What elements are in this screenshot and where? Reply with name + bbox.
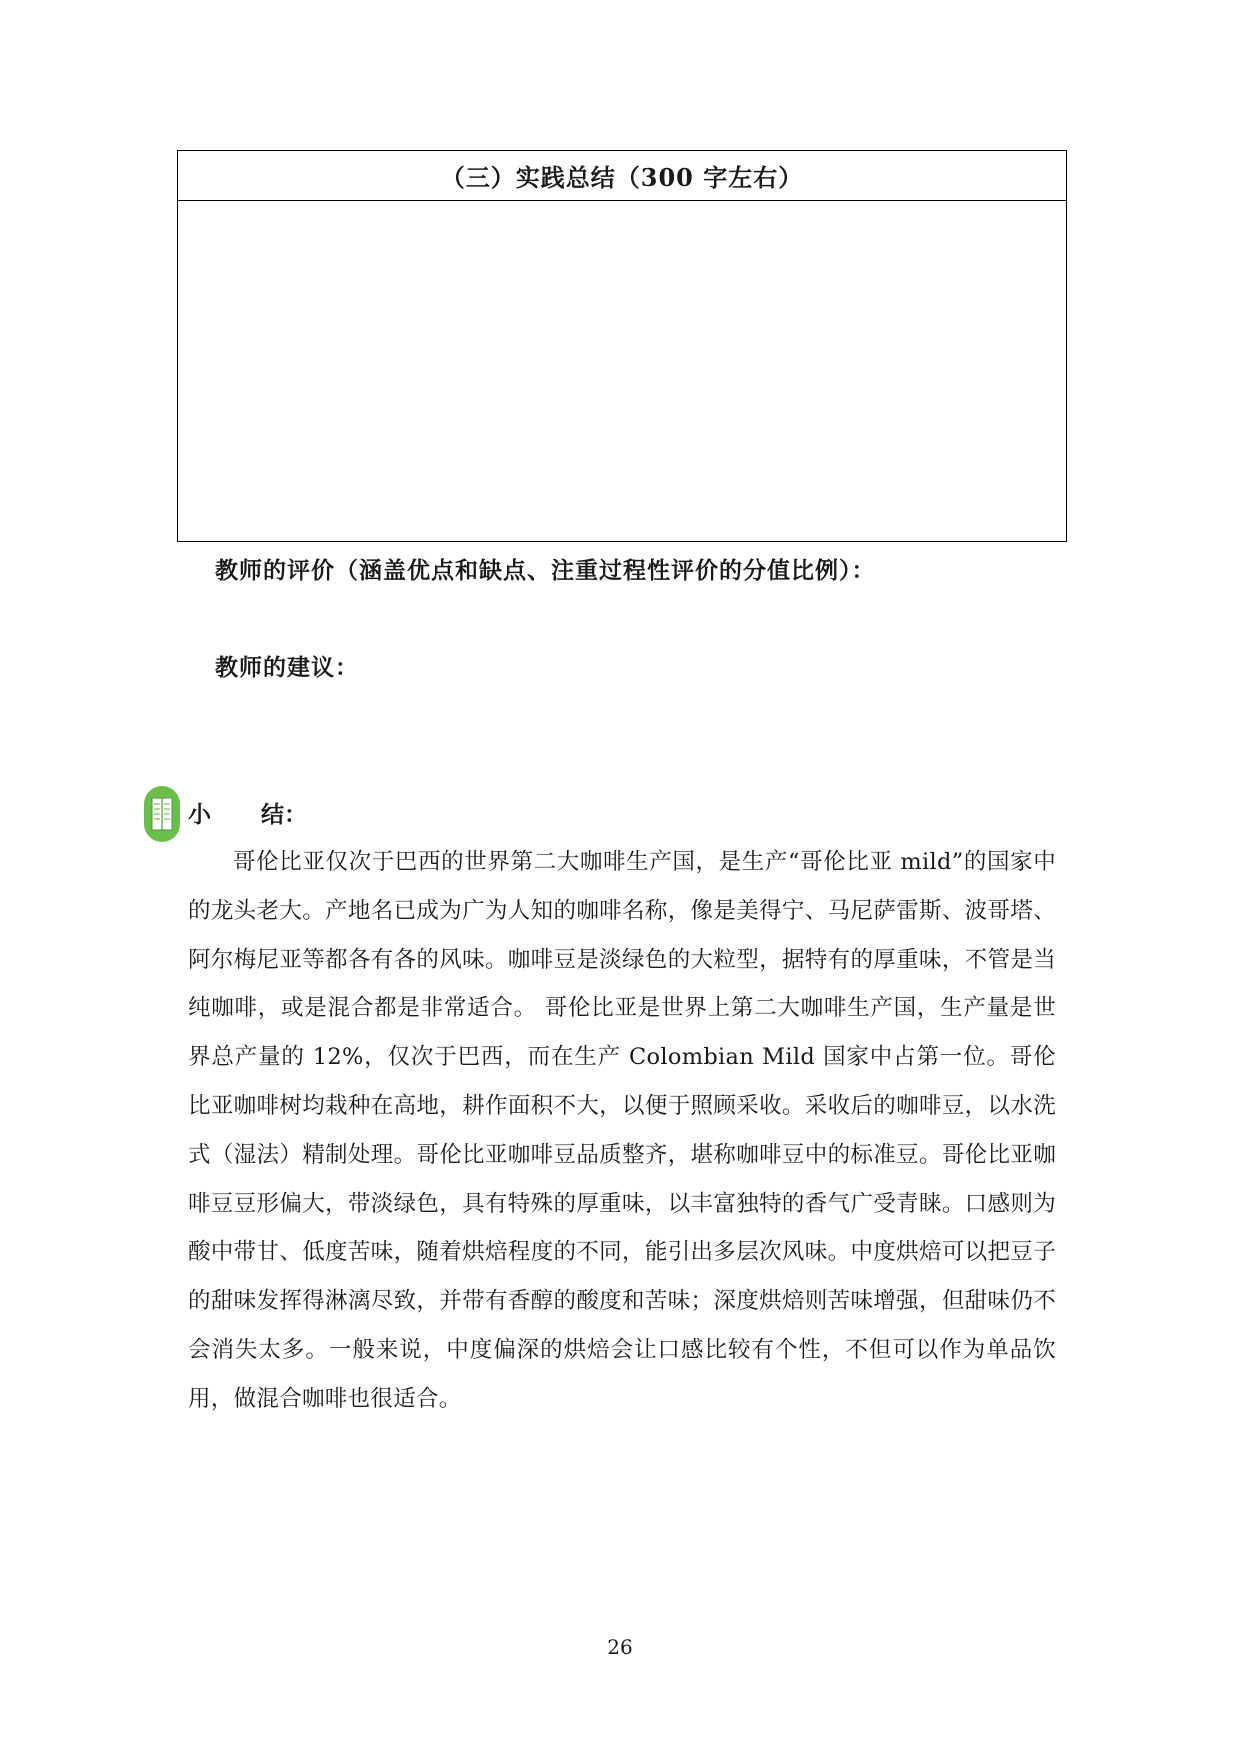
summary-title-part2: 结： [261, 801, 307, 828]
book-icon [143, 785, 181, 843]
practice-summary-heading: （三）实践总结（300 字左右） [178, 151, 1066, 201]
summary-paragraph: 哥伦比亚仅次于巴西的世界第二大咖啡生产国，是生产“哥伦比亚 mild”的国家中的龙头老大。产地名已成为广为人知的咖啡名称，像是美得宁、马尼萨雷斯、波哥塔、阿尔梅尼亚等都各有各的风味。咖啡豆是淡绿色的大粒型，据特有的厚重味，不管是当纯咖啡，或是混合都是非常适合。 哥伦比亚是世界上第二大咖啡生产国，生产量是世界总产量的 12%，仅次于巴西，而在生产 Colombian Mild 国家中占第一位。哥伦比亚咖啡树均栽种在高地，耕作面积不大，以便于照顾采收。采收后的咖啡豆，以水洗式（湿法）精制处理。哥伦比亚咖啡豆品质整齐，堪称咖啡豆中的标准豆。哥伦比亚咖啡豆豆形偏大，带淡绿色，具有特殊的厚重味，以丰富独特的香气广受青睐。口感则为酸中带甘、低度苦味，随着烘焙程度的不同，能引出多层次风味。中度烘焙可以把豆子的甜味发挥得淋漓尽致，并带有香醇的酸度和苦味；深度烘焙则苦味增强，但甜味仍不会消失太多。一般来说，中度偏深的烘焙会让口感比较有个性，不但可以作为单品饮用，做混合咖啡也很适合。 [188, 849, 1056, 1412]
page-number: 26 [607, 1635, 633, 1659]
summary-title-part1: 小 [188, 801, 211, 828]
teacher-advice-label: 教师的建议： [215, 654, 359, 681]
teacher-evaluation-label: 教师的评价（涵盖优点和缺点、注重过程性评价的分值比例）： [215, 557, 876, 584]
practice-summary-content [178, 201, 1066, 541]
practice-summary-table [177, 150, 1067, 542]
summary-title [188, 796, 307, 829]
